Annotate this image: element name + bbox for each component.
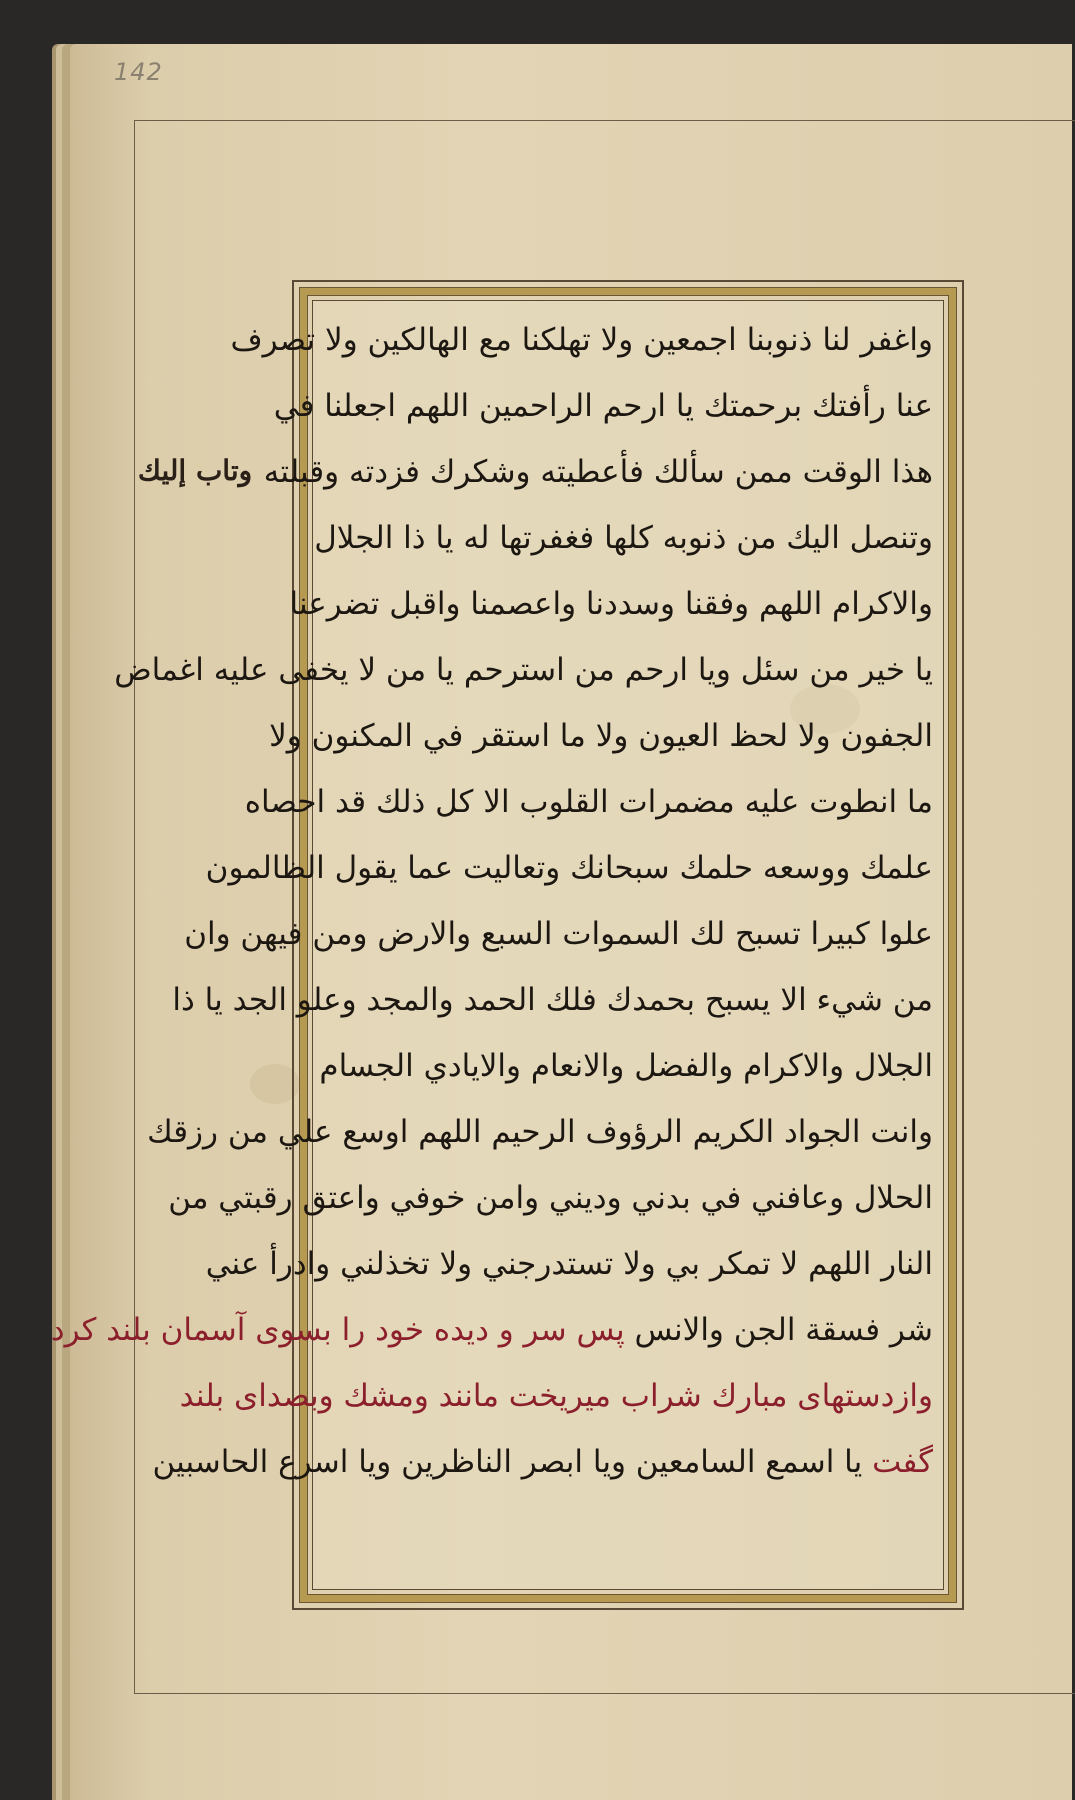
text-line: النار اللهم لا تمكر بي ولا تستدرجني ولا تخذلني وادرأ عني — [205, 1246, 933, 1282]
folio-number: 142 — [114, 58, 163, 86]
text-line: هذا الوقت ممن سألك فأعطيته وشكرك فزدته وقبلته — [263, 454, 933, 490]
text-line: وتنصل اليك من ذنوبه كلها فغفرتها له يا ذا الجلال — [314, 520, 933, 556]
text-line: الجفون ولا لحظ العيون ولا ما استقر في المكنون ولا — [269, 718, 933, 754]
rubric-word: گفت — [872, 1444, 933, 1480]
manuscript-page — [50, 44, 1072, 1800]
margin-note: وتاب إليك — [137, 454, 253, 487]
text-line — [152, 1429, 933, 1495]
text-line: الحلال وعافني في بدني وديني وامن خوفي واعتق رقبتي من — [168, 1180, 933, 1216]
text-line: واغفر لنا ذنوبنا اجمعين ولا تهلكنا مع الهالكين ولا تصرف — [230, 322, 933, 358]
text-line: والاكرام اللهم وفقنا وسددنا واعصمنا واقبل تضرعنا — [289, 586, 933, 622]
text-line: يا خير من سئل ويا ارحم من استرحم يا من لا يخفى عليه اغماض — [114, 652, 933, 688]
text-line — [50, 1297, 933, 1363]
text-line: من شيء الا يسبح بحمدك فلك الحمد والمجد وعلو الجد يا ذا — [172, 982, 933, 1018]
text-line: ما انطوت عليه مضمرات القلوب الا كل ذلك قد احصاه — [244, 784, 933, 820]
text-line: الجلال والاكرام والفضل والانعام والايادي الجسام — [319, 1048, 933, 1084]
text-line: وانت الجواد الكريم الرؤوف الرحيم اللهم اوسع علي من رزقك — [147, 1114, 933, 1150]
rubric-text: پس سر و ديده خود را بسوى آسمان بلند كرد — [50, 1312, 625, 1348]
text-line: علوا كبيرا تسبح لك السموات السبع والارض ومن فيهن وان — [184, 916, 933, 952]
text-line: علمك ووسعه حلمك سبحانك وتعاليت عما يقول الظالمون — [205, 850, 933, 886]
text-segment: يا اسمع السامعين ويا ابصر الناظرين ويا اسرع الحاسبين — [152, 1444, 873, 1480]
text-segment: شر فسقة الجن والانس — [624, 1312, 933, 1348]
text-line: وازدستهاى مبارك شراب ميريخت مانند ومشك وبصداى بلند — [179, 1378, 933, 1414]
text-line: عنا رأفتك برحمتك يا ارحم الراحمين اللهم اجعلنا في — [273, 388, 933, 424]
